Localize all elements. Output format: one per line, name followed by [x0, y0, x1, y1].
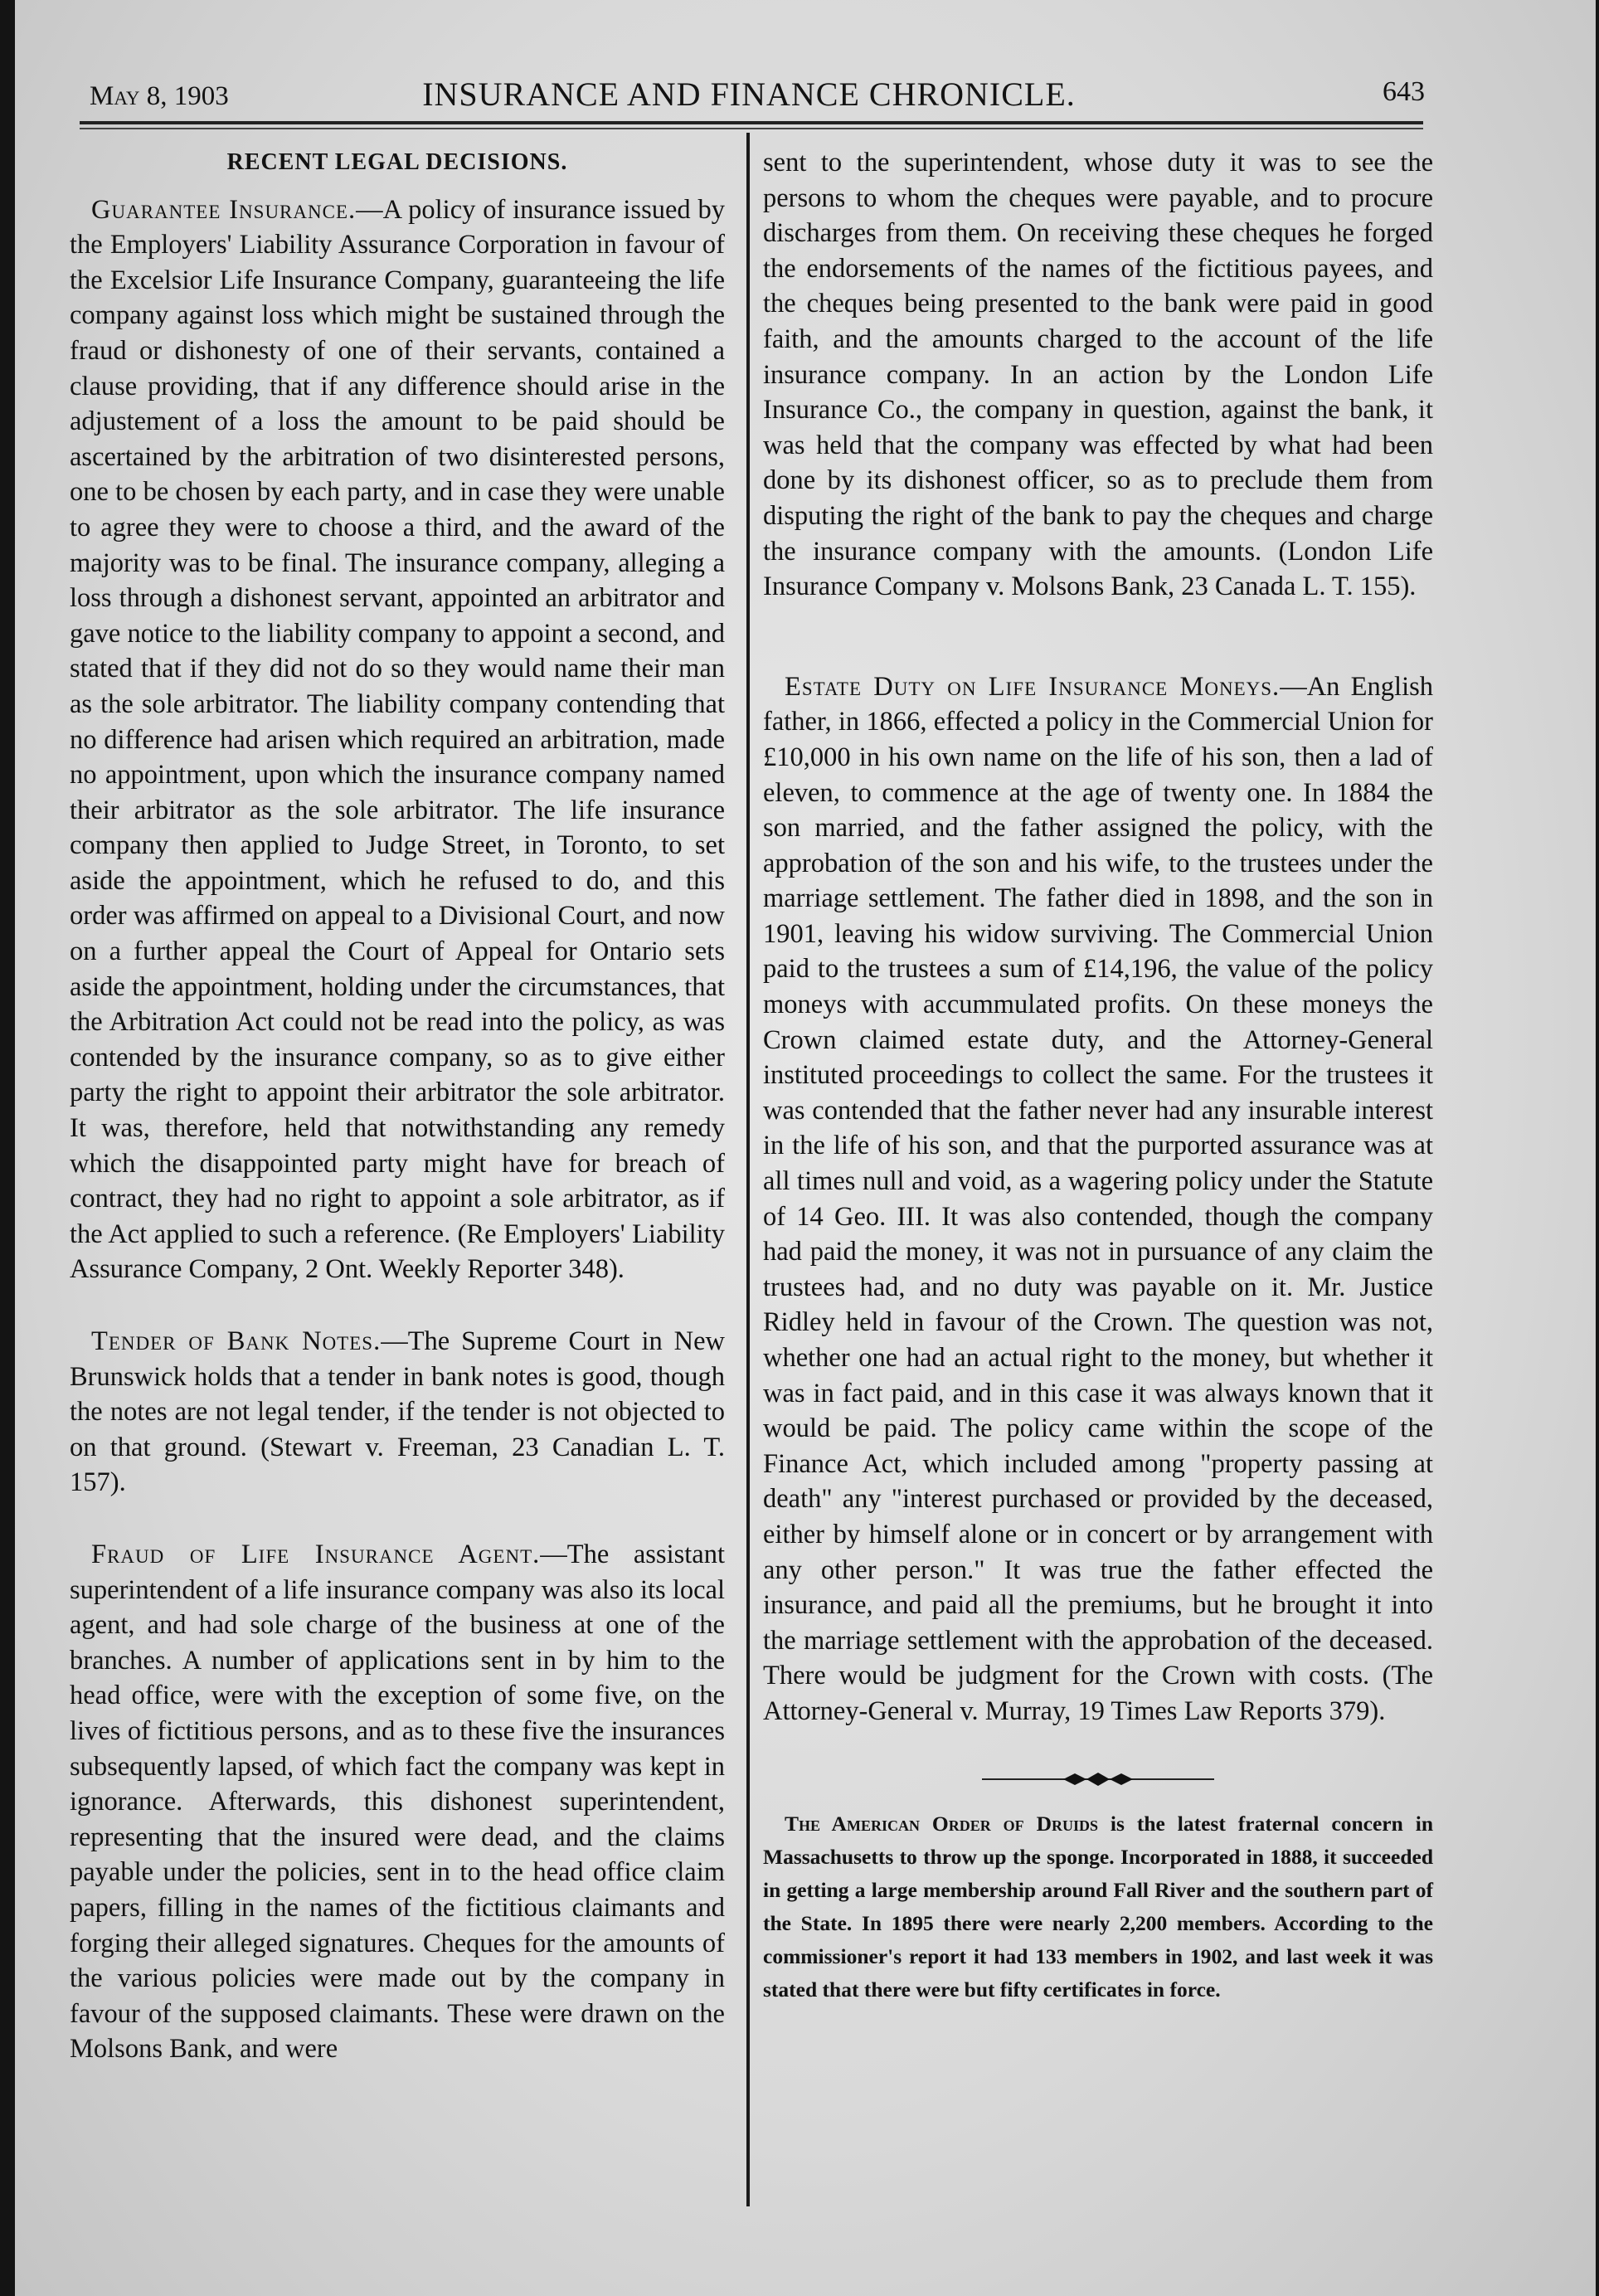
publication-title: INSURANCE AND FINANCE CHRONICLE.	[422, 75, 1076, 113]
header-rule-thin	[80, 128, 1423, 129]
page-number: 643	[1383, 76, 1425, 107]
newspaper-page	[15, 0, 1596, 2296]
article-body: —The assistant superintendent of a life insurance company was also its local agent, and had sole charge of the business at one of the branches. A number of applications sent in by him to the head office, were with the exception of some five, on the lives of fictitious persons, and as to these five the insurances subsequently lapsed, of which fact the company was kept in ignorance. Afterwards, this dishonest superintendent, representing that the insured were dead, and the claims payable under the policies, sent in to the head office claim papers, filling in the names of the fictitious claimants and forging their alleged signatures. Cheques for the amounts of the various policies were made out by the company in favour of the supposed claimants. These were drawn on the Molsons Bank, and were	[70, 1539, 725, 2065]
left-column	[70, 145, 725, 2067]
note-lead: The American Order of Druids	[785, 1811, 1098, 1836]
section-heading: RECENT LEGAL DECISIONS.	[226, 149, 568, 175]
header-rule-thick	[80, 121, 1423, 124]
article-body: —A policy of insurance issued by the Employers' Liability Assurance Corporation in favour of the Excelsior Life Insurance Company, guaranteeing the life company against loss which might be sustained through the fraud or dishonesty of one of their servants, contained a clause providing, that if any difference should arise in the adjustement of a loss the amount to be paid should be ascertained by the arbitration of two disinterested persons, one to be chosen by each party, and in case they were unable to agree they were to choose a third, and the award of the majority was to be final. The insurance company, alleging a loss through a dishonest servant, appointed an arbitrator and gave notice to the liability company to appoint a second, and stated that if they did not do so they would name their man as the sole arbitrator. The liability company contending that no difference had arisen which required an arbitration, made no appointment, upon which the insurance company named their arbitrator as the sole arbitrator. The life insurance company then applied to Judge Street, in Toronto, to set aside the appointment, which he refused to do, and this order was affirmed on appeal to a Divisional Court, and now on a further appeal the Court of Appeal for Ontario sets aside the appointment, holding under the circumstances, that the Arbitration Act could not be read into the policy, as was contended by the insurance company, so as to give either party the right to appoint their arbitrator the sole arbitrator. It was, therefore, held that notwithstanding any remedy which the disappointed party might have for breach of contract, they had no right to appoint a sole arbitrator, as if the Act applied to such a reference. (Re Employers' Liability Assurance Company, 2 Ont. Weekly Reporter 348).	[70, 194, 726, 1285]
separator-ornament-icon	[982, 1769, 1214, 1789]
druids-news-note	[763, 1807, 1433, 2007]
article-fraud-of-agent	[70, 1537, 725, 2067]
continued-article-text: sent to the superintendent, whose duty it was to see the persons to whom the cheques were payable, and to procure discharges from them. On receiving these cheques he forged the endorsements of the names of the fictitious payees, and the cheques being presented to the bank were paid in good faith, and the amounts charged to the account of the life insurance company. In an action by the London Life Insurance Co., the company in question, against the bank, it was held that the company was effected by what had been done by its dishonest officer, so as to preclude them from disputing the right of the bank to pay the cheques and charge the insurance company with the amounts. (London Life Insurance Company v. Molsons Bank, 23 Canada L. T. 155).	[763, 148, 1433, 602]
article-title: Tender of Bank Notes.	[91, 1326, 382, 1356]
article-title: Estate Duty on Life Insurance Moneys.	[785, 671, 1281, 702]
article-body: —The Supreme Court in New Brunswick holds that a tender in bank notes is good, though the notes are not legal tender, if the tender is not objected to on that ground. (Stewart v. Freeman, 23 Canadian L. T. 157).	[70, 1326, 726, 1498]
article-estate-duty	[763, 669, 1433, 1729]
article-title: Guarantee Insurance.	[91, 194, 357, 225]
article-guarantee-insurance	[70, 192, 725, 1287]
article-body: —An English father, in 1866, effected a policy in the Commercial Union for £10,000 in his own name on the life of his son, then a lad of eleven, to commence at the age of twenty one. In 1884 the son married, and the father assigned the policy, with the approbation of the son and his wife, to the trustees under the marriage settlement. The father died in 1898, and the son in 1901, leaving his widow surviving. The Commercial Union paid to the trustees a sum of £14,196, the value of the policy moneys with accummulated profits. On these moneys the Crown claimed estate duty, and the Attorney-General instituted proceedings to collect the same. For the trustees it was contended that the father never had any insurable interest in the life of his son, and that the purported assurance was at all times null and void, as a wagering policy under the Statute of 14 Geo. III. It was also contended, though the company had paid the money, it was not in pursuance of any claim the trustees had, and no duty was payable on it. Mr. Justice Ridley held in favour of the Crown. The question was not, whether one had an actual right to the money, but whether it was in fact paid, and in this case it was always known that it would be paid. The policy came within the scope of the Finance Act, which included among "property passing at death" any "interest purchased or provided by the deceased, either by himself alone or in concert or by arrangement with any other person." It was true the father effected the insurance, and paid all the premiums, but he brought it into the marriage settlement with the approbation of the deceased. There would be judgment for the Crown with costs. (The Attorney-General v. Murray, 19 Times Law Reports 379).	[763, 671, 1433, 1726]
article-tender-of-bank-notes	[70, 1324, 725, 1501]
article-title: Fraud of Life Insurance Agent.	[91, 1539, 541, 1569]
issue-date: May 8, 1903	[90, 81, 229, 111]
column-divider	[746, 133, 750, 2206]
right-column	[763, 145, 1433, 2007]
page-header	[73, 75, 1425, 116]
ornamental-separator	[982, 1769, 1214, 1789]
note-body: is the latest fraternal concern in Massachusetts to throw up the sponge. Incorporated in 1888, it succeeded in getting a large membership around Fall River and the southern part of the State. In 1895 there were nearly 2,200 members. According to the commissioner's report it had 133 members in 1902, and last week it was stated that there were but fifty certificates in force.	[763, 1811, 1433, 2002]
